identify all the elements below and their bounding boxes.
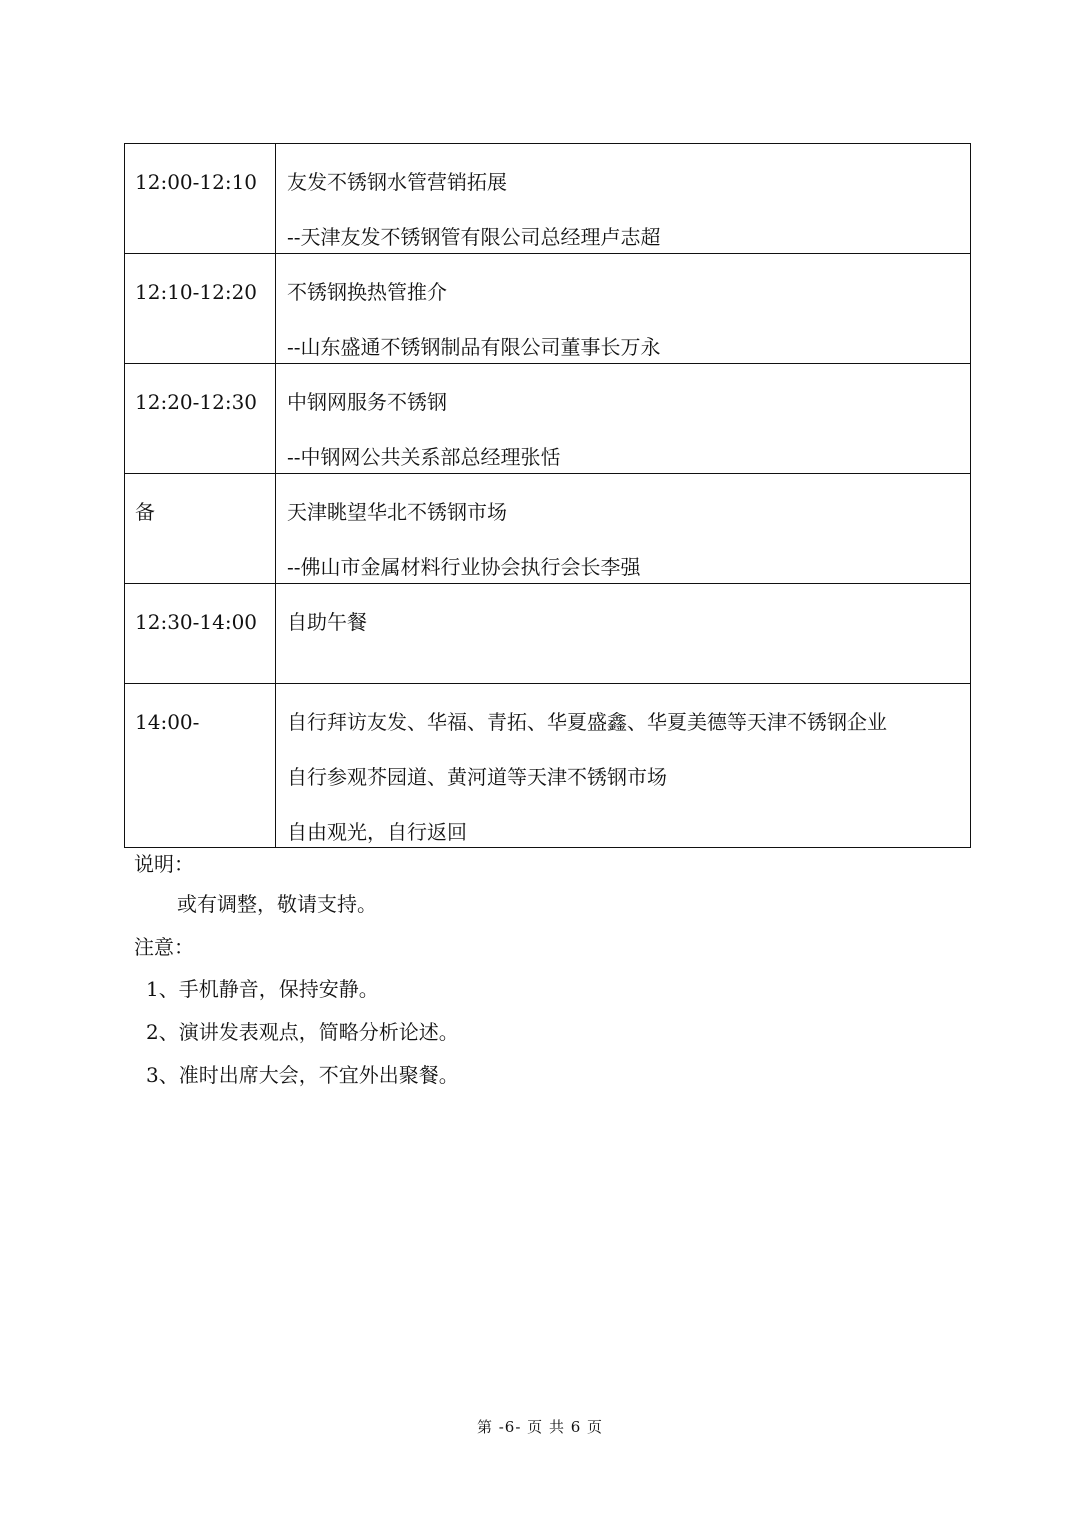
session-title: 中钢网服务不锈钢 <box>287 390 447 414</box>
description-cell <box>276 474 971 584</box>
description-cell <box>276 584 971 684</box>
time-cell: 12:10-12:20 <box>125 254 276 364</box>
attention-item: 1、手机静音，保持安静。 <box>146 977 379 1001</box>
table-row <box>125 584 971 684</box>
page-number-footer: 第 -6- 页 共 6 页 <box>476 1418 604 1436</box>
session-speaker: --中钢网公共关系部总经理张恬 <box>287 445 561 469</box>
time-cell: 12:20-12:30 <box>125 364 276 474</box>
table-row <box>125 684 971 848</box>
time-cell: 12:30-14:00 <box>125 584 276 684</box>
activity-line: 自行拜访友发、华福、青拓、华夏盛鑫、华夏美德等天津不锈钢企业 <box>287 710 887 734</box>
attention-item: 3、准时出席大会，不宜外出聚餐。 <box>146 1063 459 1087</box>
session-title: 友发不锈钢水管营销拓展 <box>287 170 507 194</box>
time-cell: 14:00- <box>125 684 276 848</box>
table-row <box>125 144 971 254</box>
session-speaker: --山东盛通不锈钢制品有限公司董事长万永 <box>287 335 661 359</box>
session-title: 不锈钢换热管推介 <box>287 280 447 304</box>
time-cell: 12:00-12:10 <box>125 144 276 254</box>
description-cell <box>276 684 971 848</box>
session-speaker: --佛山市金属材料行业协会执行会长李强 <box>287 555 641 579</box>
agenda-table <box>124 143 971 848</box>
activity-line: 自由观光，自行返回 <box>287 820 467 844</box>
explanation-text: 或有调整，敬请支持。 <box>177 892 377 916</box>
attention-item: 2、演讲发表观点，简略分析论述。 <box>146 1020 459 1044</box>
table-row <box>125 254 971 364</box>
description-cell <box>276 364 971 474</box>
session-title: 天津眺望华北不锈钢市场 <box>287 500 507 524</box>
session-title: 自助午餐 <box>287 610 367 634</box>
session-speaker: --天津友发不锈钢管有限公司总经理卢志超 <box>287 225 661 249</box>
table-row <box>125 364 971 474</box>
description-cell <box>276 254 971 364</box>
description-cell <box>276 144 971 254</box>
explanation-label: 说明： <box>134 852 194 876</box>
activity-line: 自行参观芥园道、黄河道等天津不锈钢市场 <box>287 765 667 789</box>
table-row <box>125 474 971 584</box>
attention-label: 注意： <box>134 935 194 959</box>
time-cell: 备 <box>125 474 276 584</box>
